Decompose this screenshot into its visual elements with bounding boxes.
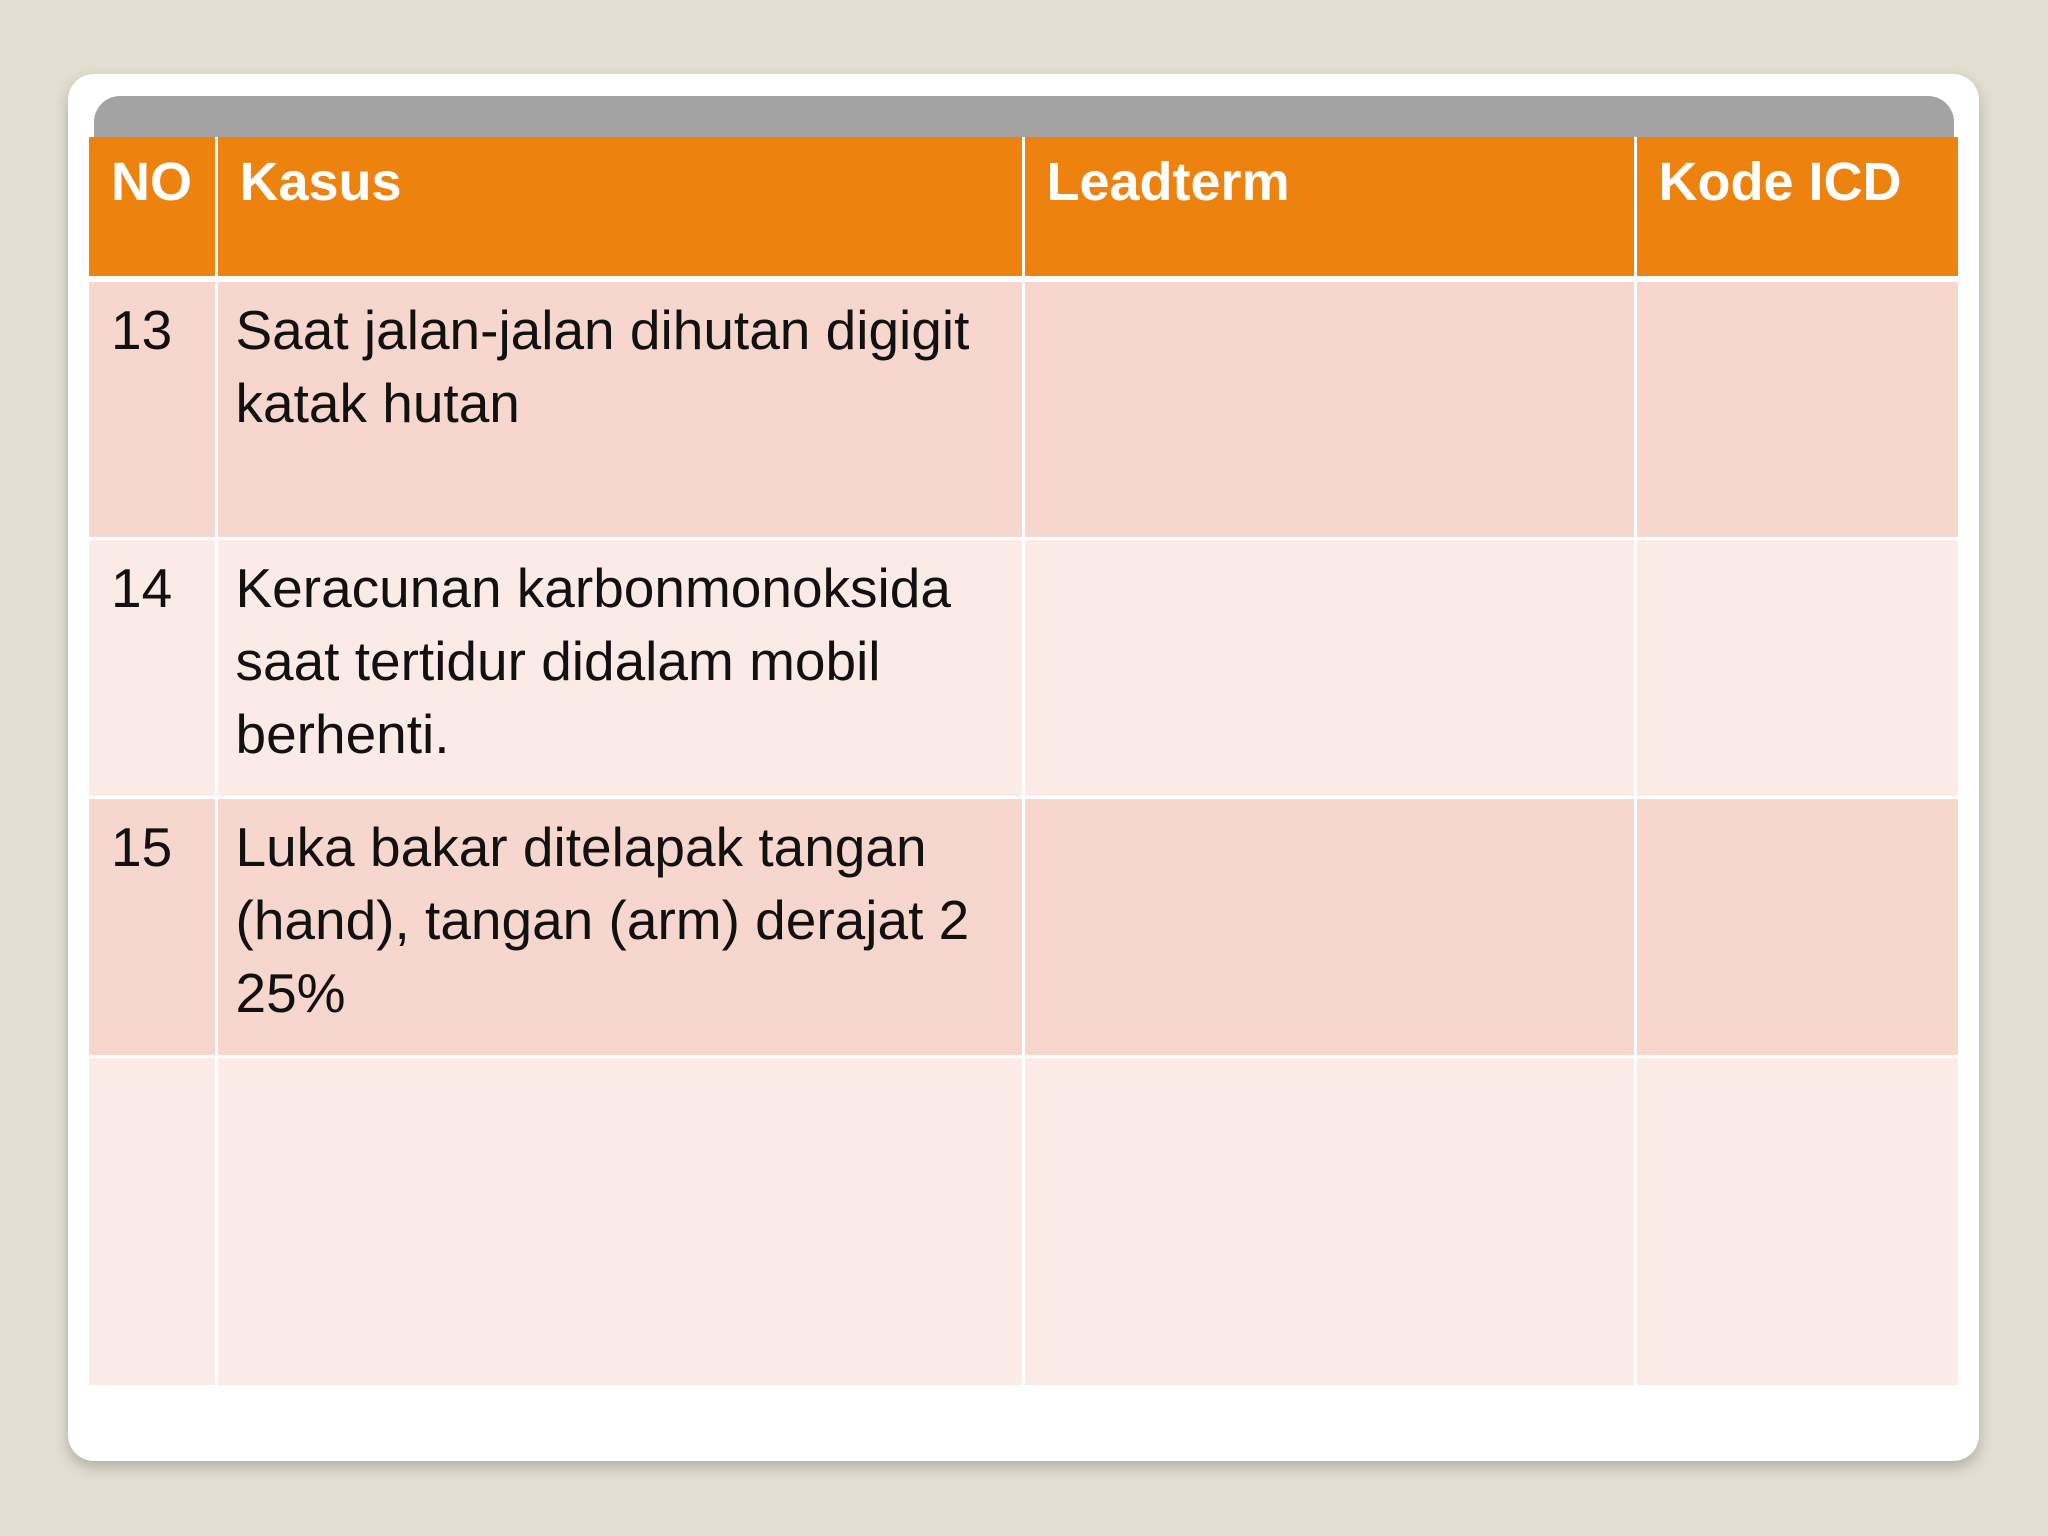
case-table [89,137,1958,1388]
cell-leadterm [1023,1056,1635,1386]
header-kasus: Kasus [216,137,1023,279]
header-kode-icd: Kode ICD [1635,137,1958,279]
cell-kasus [216,1056,1023,1386]
cell-kode-icd [1635,797,1958,1056]
cell-no: 14 [89,538,216,797]
cell-kasus: Saat jalan-jalan dihutan digigit katak hutan [216,279,1023,538]
cell-no [89,1056,216,1386]
cell-leadterm [1023,797,1635,1056]
header-no: NO [89,137,216,279]
cell-kode-icd [1635,538,1958,797]
cell-leadterm [1023,279,1635,538]
table-row [89,1056,1958,1386]
cell-kode-icd [1635,1056,1958,1386]
cell-no: 15 [89,797,216,1056]
table-row [89,279,1958,538]
cell-kasus: Keracunan karbonmonoksida saat tertidur didalam mobil berhenti. [216,538,1023,797]
cell-leadterm [1023,538,1635,797]
table-header-row [89,137,1958,279]
slide-card [68,74,1979,1461]
cell-no: 13 [89,279,216,538]
cell-kasus: Luka bakar ditelapak tangan (hand), tangan (arm) derajat 2 25% [216,797,1023,1056]
table-row [89,797,1958,1056]
header-leadterm: Leadterm [1023,137,1635,279]
table-row [89,538,1958,797]
cell-kode-icd [1635,279,1958,538]
